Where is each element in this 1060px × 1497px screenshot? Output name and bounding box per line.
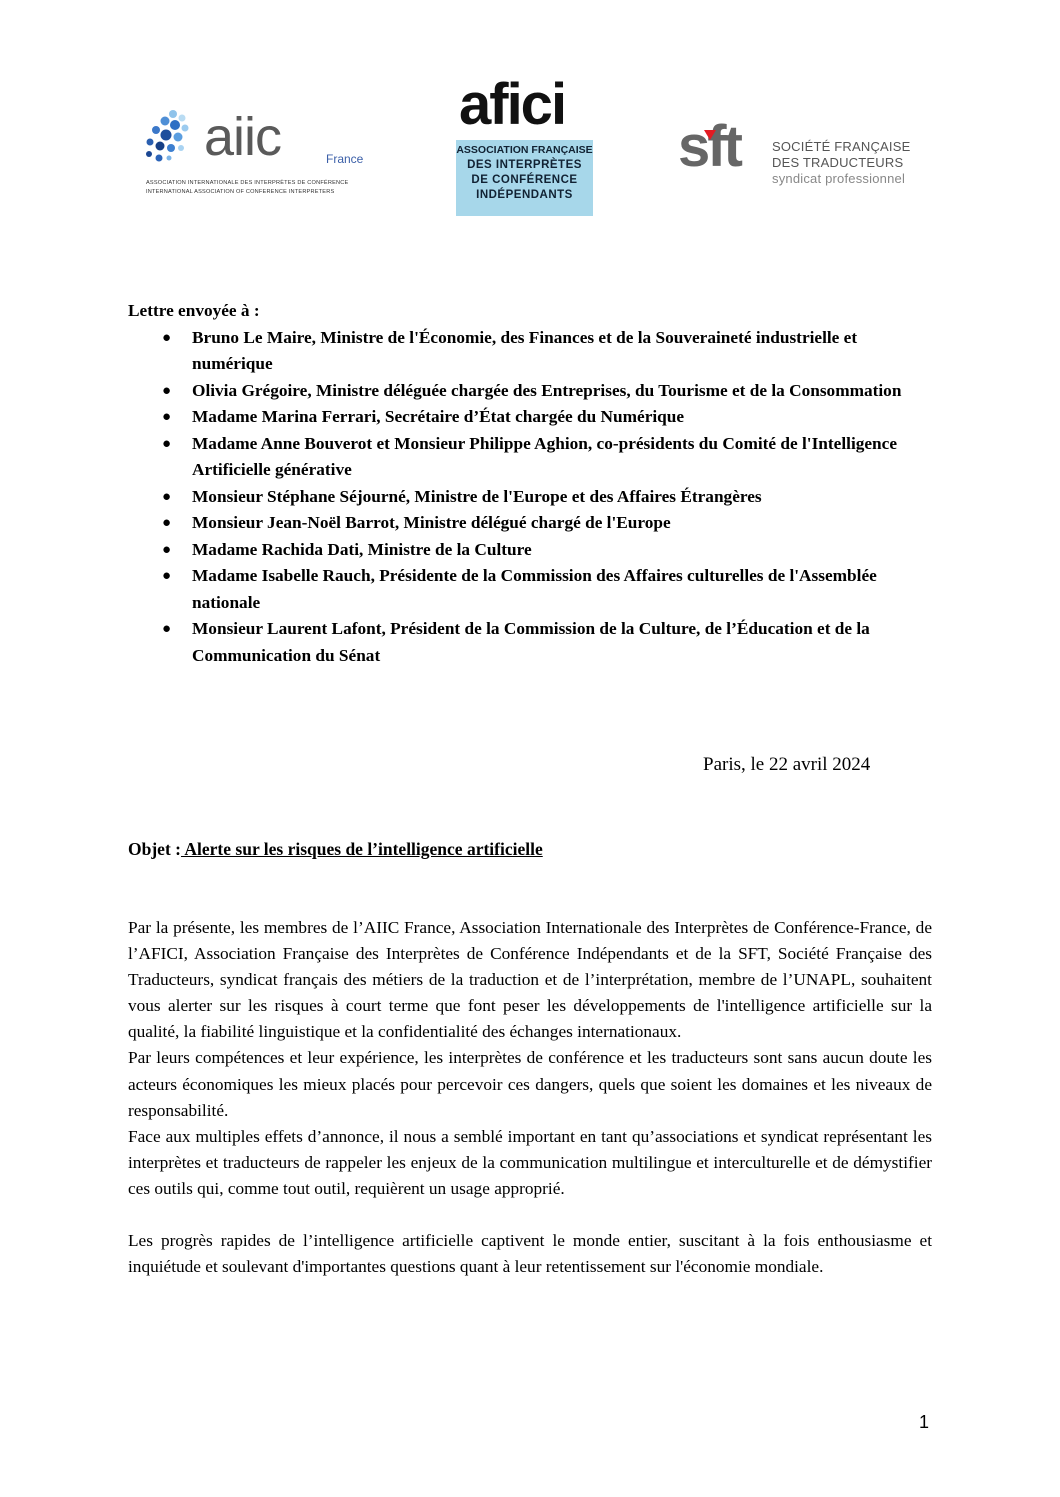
letter-date: Paris, le 22 avril 2024 <box>703 754 871 775</box>
aiic-logo <box>140 108 375 200</box>
aiic-subtitle-fr: ASSOCIATION INTERNATIONALE DES INTERPRÈTES DE CONFÉRENCE <box>146 180 349 186</box>
body-paragraph: Les progrès rapides de l’intelligence artificielle captivent le monde entier, suscitant à la fois enthousiasme et inquiétude et soulevant d'importantes questions quant à leur retentissement sur l'économie mondiale. <box>128 1231 932 1277</box>
list-item <box>128 404 933 431</box>
recipient-text: Madame Anne Bouverot et Monsieur Philippe Aghion, co-présidents du Comité de l'Intelligence Artificielle générative <box>192 433 898 479</box>
list-item <box>128 378 933 405</box>
afici-line: ASSOCIATION FRANÇAISE <box>456 144 593 156</box>
body-paragraph: Par la présente, les membres de l’AIIC France, Association Internationale des Interprètes de Conférence-France, de l’AFICI, Association Française des Interprètes de Conférence Indépendants et de la SFT, Société Française des Traducteurs, syndicat français des métiers de la traduction et de l’interprétation, membre de l’UNAPL, souhaitent vous alerter sur les risques à court terme que font peser les développements de l'intelligence artificielle sur la qualité, la fiabilité linguistique et la confidentialité des échanges internationaux. <box>128 918 932 1042</box>
page-number: 1 <box>919 1412 930 1432</box>
aiic-dots-icon <box>140 108 200 168</box>
recipient-text: Madame Isabelle Rauch, Présidente de la Commission des Affaires culturelles de l'Assemblée nationale <box>192 566 877 612</box>
recipients-list <box>128 325 933 670</box>
list-item <box>128 616 933 669</box>
body-paragraph: Face aux multiples effets d’annonce, il nous a semblé important en tant qu’associations et syndicat représentant les interprètes et traducteurs de rappeler les enjeux de la communication multilingue et interculturelle et de démystifier ces outils qui, comme tout outil, requièrent un usage approprié. <box>128 1126 932 1198</box>
recipient-text: Monsieur Stéphane Séjourné, Ministre de l'Europe et des Affaires Étrangères <box>192 486 762 506</box>
afici-line: DES INTERPRÈTES <box>467 159 582 171</box>
list-item <box>128 563 933 616</box>
recipients-block <box>128 298 933 669</box>
list-item <box>128 484 933 511</box>
aiic-subtitle-en: INTERNATIONAL ASSOCIATION OF CONFERENCE INTERPRETERS <box>146 189 335 195</box>
recipient-text: Madame Rachida Dati, Ministre de la Culture <box>192 539 532 559</box>
afici-line: DE CONFÉRENCE <box>471 174 578 186</box>
recipient-text: Monsieur Laurent Lafont, Président de la Commission de la Culture, de l’Éducation et de la Communication du Sénat <box>192 619 870 665</box>
list-item <box>128 510 933 537</box>
afici-logo <box>456 72 596 216</box>
subject-text: Alerte sur les risques de l’intelligence artificielle <box>180 839 543 859</box>
afici-label-box <box>456 140 593 216</box>
afici-wordmark: afici <box>459 72 566 137</box>
subject-label: Objet : <box>128 839 181 859</box>
sft-wordmark: sft <box>678 114 740 179</box>
list-item <box>128 537 933 564</box>
bullet-icon: ● <box>162 488 172 505</box>
bullet-icon: ● <box>162 515 172 531</box>
recipients-heading: Lettre envoyée à : <box>128 301 260 320</box>
aiic-country: France <box>326 152 364 166</box>
bullet-icon: ● <box>162 541 172 558</box>
sft-accent-icon <box>704 130 716 140</box>
sft-logo <box>678 114 918 192</box>
bullet-icon: ● <box>162 329 172 346</box>
aiic-wordmark: aiic <box>204 107 282 167</box>
letter-body <box>128 915 932 1280</box>
bullet-icon: ● <box>162 409 172 425</box>
subject-line <box>128 839 543 860</box>
recipient-text: Olivia Grégoire, Ministre déléguée chargée des Entreprises, du Tourisme et de la Consommation <box>192 380 902 400</box>
bullet-icon: ● <box>162 621 172 637</box>
body-paragraph: Par leurs compétences et leur expérience, les interprètes de conférence et les traducteurs sont sans aucun doute les acteurs économiques les mieux placés pour percevoir ces dangers, quels que soient les domaines et les niveaux de responsabilité. <box>128 1048 932 1120</box>
bullet-icon: ● <box>162 568 172 584</box>
sft-line: SOCIÉTÉ FRANÇAISE <box>772 139 911 154</box>
sft-line: DES TRADUCTEURS <box>772 155 904 170</box>
recipient-text: Madame Marina Ferrari, Secrétaire d’État chargée du Numérique <box>192 407 685 426</box>
afici-line: INDÉPENDANTS <box>476 189 573 201</box>
list-item <box>128 431 933 484</box>
recipient-text: Bruno Le Maire, Ministre de l'Économie, des Finances et de la Souveraineté industrielle et numérique <box>192 327 858 373</box>
bullet-icon: ● <box>162 435 172 452</box>
bullet-icon: ● <box>162 382 172 399</box>
recipient-text: Monsieur Jean-Noël Barrot, Ministre délégué chargé de l'Europe <box>192 513 671 532</box>
sft-line: syndicat professionnel <box>772 171 906 186</box>
list-item <box>128 325 933 378</box>
